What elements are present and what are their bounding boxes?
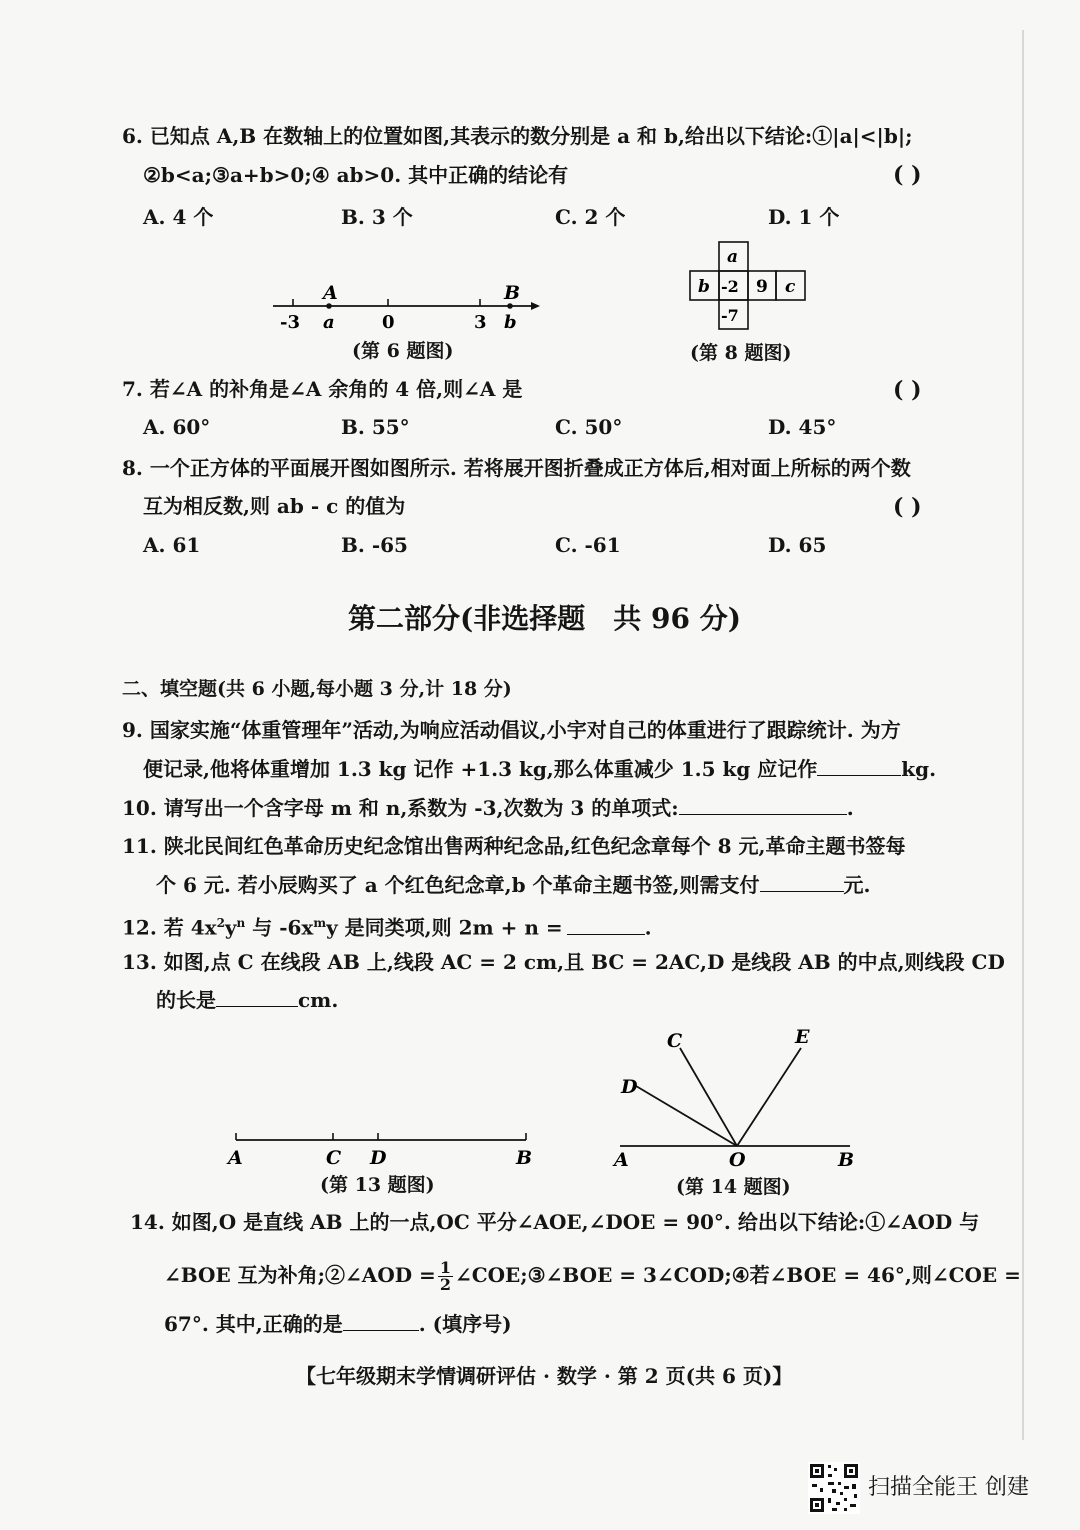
q6-answer-paren: ( ) xyxy=(893,162,922,188)
q6-label-A: A xyxy=(323,282,338,304)
page-footer: 【七年级期末学情调研评估 · 数学 · 第 2 页(共 6 页)】 xyxy=(296,1364,793,1388)
q7-option-b: B. 55° xyxy=(341,415,410,439)
q14-fraction-half xyxy=(438,1260,453,1293)
q14-hint: . (填序号) xyxy=(418,1312,512,1336)
q14-line1: 14. 如图,O 是直线 AB 上的一点,OC 平分∠AOE,∠DOE = 90°. 给出以下结论:①∠AOD 与 xyxy=(130,1210,980,1234)
q6-line1: 6. 已知点 A,B 在数轴上的位置如图,其表示的数分别是 a 和 b,给出以下结论:①|a|<|b|; xyxy=(122,124,913,148)
q8-line2: 互为相反数,则 ab - c 的值为 xyxy=(143,494,406,518)
q13-label-D: D xyxy=(370,1147,387,1169)
qr-code-icon xyxy=(808,1462,860,1514)
q13-line1: 13. 如图,点 C 在线段 AB 上,线段 AC = 2 cm,且 BC = 2AC,D 是线段 AB 的中点,则线段 CD xyxy=(122,950,1005,974)
q14-figure-caption: (第 14 题图) xyxy=(676,1176,791,1198)
q14-label-B: B xyxy=(838,1149,855,1171)
q13-line2-text: 的长是 xyxy=(156,988,216,1012)
q6-tick-a: a xyxy=(323,312,335,333)
q8-option-a: A. 61 xyxy=(143,533,201,557)
q8-line1: 8. 一个正方体的平面展开图如图所示. 若将展开图折叠成正方体后,相对面上所标的两个数 xyxy=(122,456,911,480)
q8-cell-9: 9 xyxy=(756,277,768,297)
q12-exp-m: m xyxy=(313,916,327,930)
q12-exp-2: 2 xyxy=(216,916,225,930)
q8-cell-b: b xyxy=(698,277,710,297)
q8-option-c: C. -61 xyxy=(555,533,621,557)
q14-label-A: A xyxy=(614,1149,629,1171)
q7-option-c: C. 50° xyxy=(555,415,623,439)
q12-part-c: 与 -6x xyxy=(245,915,314,940)
q6-tick-b: b xyxy=(504,312,517,333)
q8-option-b: B. -65 xyxy=(341,533,408,557)
watermark-text: 扫描全能王 创建 xyxy=(868,1475,1029,1500)
q14-frac-denominator: 2 xyxy=(439,1275,451,1294)
q12-part-d: y 是同类项,则 2m + n = xyxy=(326,915,563,940)
q8-figure-caption: (第 8 题图) xyxy=(690,342,792,364)
q14-label-E: E xyxy=(795,1026,810,1048)
q13-unit: cm. xyxy=(298,988,339,1012)
q6-option-c: C. 2 个 xyxy=(555,205,626,229)
q11-line1: 11. 陕北民间红色革命历史纪念馆出售两种纪念品,红色纪念章每个 8 元,革命主题书签每 xyxy=(122,834,906,858)
q12-part-b: y xyxy=(224,915,237,940)
q8-option-d: D. 65 xyxy=(768,533,827,557)
q6-option-a: A. 4 个 xyxy=(143,205,214,229)
q11-line2-text: 个 6 元. 若小辰购买了 a 个红色纪念章,b 个革命主题书签,则需支付 xyxy=(156,873,760,897)
q6-label-B: B xyxy=(504,282,521,304)
q14-frac-numerator: 1 xyxy=(439,1258,451,1277)
q8-answer-paren: ( ) xyxy=(893,494,922,520)
q13-figure-caption: (第 13 题图) xyxy=(320,1174,435,1196)
part2-title: 第二部分(非选择题 共 96 分) xyxy=(348,602,741,635)
q12-exp-n: n xyxy=(236,916,246,930)
q14-line2-text-b: ∠COE;③∠BOE = 3∠COD;④若∠BOE = 46°,则∠COE = xyxy=(454,1263,1021,1287)
q8-cell-neg7: -7 xyxy=(721,306,739,325)
q10-end: . xyxy=(846,796,854,820)
q7-answer-paren: ( ) xyxy=(893,377,922,403)
q13-label-A: A xyxy=(228,1147,243,1169)
q8-cell-a: a xyxy=(727,247,739,267)
q14-label-D: D xyxy=(621,1076,638,1098)
q14-label-O: O xyxy=(729,1149,746,1171)
q14-line2 xyxy=(164,1260,1021,1293)
q9-unit: kg. xyxy=(901,757,937,781)
q6-tick-3: 3 xyxy=(474,312,487,333)
q6-line2: ②b<a;③a+b>0;④ ab>0. 其中正确的结论有 xyxy=(143,163,569,187)
q6-option-d: D. 1 个 xyxy=(768,205,840,229)
q14-line3 xyxy=(164,1312,512,1336)
q7-option-d: D. 45° xyxy=(768,415,837,439)
q12-part-a: 12. 若 4x xyxy=(122,915,217,940)
q14-label-C: C xyxy=(667,1030,683,1052)
q6-option-b: B. 3 个 xyxy=(341,205,413,229)
q6-tick-neg3: -3 xyxy=(280,312,300,333)
q13-label-C: C xyxy=(326,1147,342,1169)
q10-text: 10. 请写出一个含字母 m 和 n,系数为 -3,次数为 3 的单项式: xyxy=(122,796,679,820)
section2-heading: 二、填空题(共 6 小题,每小题 3 分,计 18 分) xyxy=(122,678,512,700)
q7-option-a: A. 60° xyxy=(143,415,211,439)
q8-cell-c: c xyxy=(785,277,796,297)
q14-line2-text-a: ∠BOE 互为补角;②∠AOD = xyxy=(164,1263,436,1287)
q9-line1: 9. 国家实施“体重管理年”活动,为响应活动倡议,小宇对自己的体重进行了跟踪统计. 为方 xyxy=(122,718,901,742)
q14-line3-text: 67°. 其中,正确的是 xyxy=(164,1312,343,1336)
q13-label-B: B xyxy=(516,1147,533,1169)
q14-answer-blank[interactable] xyxy=(343,1312,419,1331)
q6-tick-0: 0 xyxy=(382,312,395,333)
q7-text: 7. 若∠A 的补角是∠A 余角的 4 倍,则∠A 是 xyxy=(122,377,523,401)
q11-unit: 元. xyxy=(843,873,871,897)
q12-end: . xyxy=(644,915,652,940)
q6-figure-caption: (第 6 题图) xyxy=(352,340,454,362)
q8-cell-neg2: -2 xyxy=(721,277,739,296)
q9-line2-text: 便记录,他将体重增加 1.3 kg 记作 +1.3 kg,那么体重减少 1.5 kg 应记作 xyxy=(143,757,818,781)
